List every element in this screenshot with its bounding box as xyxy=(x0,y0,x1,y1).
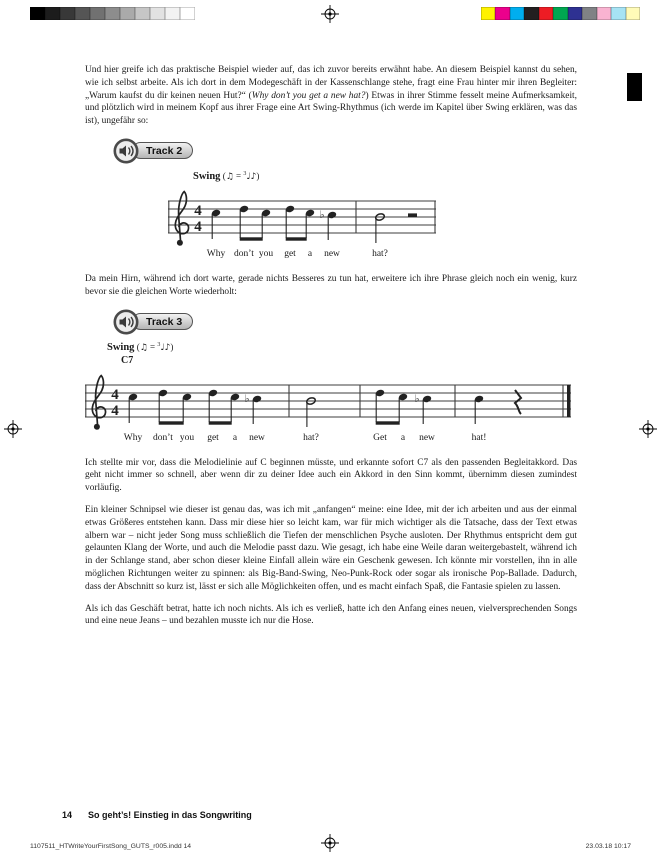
lyric-syllable: new xyxy=(419,432,435,443)
quarter-eighth-icon: ♩♪ xyxy=(246,171,257,182)
staff-lines xyxy=(85,385,571,417)
calibration-cell xyxy=(60,7,75,20)
triplet-number: 3 xyxy=(243,170,247,177)
calibration-cell xyxy=(582,7,597,20)
lyric-syllable: new xyxy=(324,248,340,259)
lyric-syllable: don’t xyxy=(234,248,254,259)
svg-text:♭: ♭ xyxy=(319,208,325,221)
half-rest xyxy=(408,213,417,217)
speaker-icon xyxy=(113,138,139,164)
treble-clef-icon xyxy=(92,375,105,429)
eighth-notes-icon: ♫ xyxy=(139,342,148,353)
eighth-notes-icon: ♫ xyxy=(225,171,234,182)
calibration-cell xyxy=(597,7,612,20)
chord-symbol: C7 xyxy=(121,354,134,366)
beamed-eighth-pair xyxy=(375,388,408,424)
time-signature xyxy=(111,387,119,419)
quarter-note xyxy=(128,392,138,422)
formula-equals: = xyxy=(147,341,158,352)
treble-clef-icon xyxy=(175,191,188,245)
lyric-syllable: hat? xyxy=(303,432,319,443)
music-staff-2 xyxy=(85,369,573,447)
beamed-eighth-pair xyxy=(239,205,271,241)
flat-accidental xyxy=(245,393,250,405)
svg-text:4: 4 xyxy=(111,402,119,419)
chapter-thumb-tab xyxy=(627,73,642,101)
lyric-syllable: Why xyxy=(123,432,143,443)
svg-text:4: 4 xyxy=(111,386,119,403)
lyrics-line xyxy=(207,249,388,259)
calibration-cell xyxy=(120,7,135,20)
formula-paren: ) xyxy=(170,341,174,352)
flat-accidental xyxy=(415,393,420,405)
calibration-cell xyxy=(90,7,105,20)
svg-text:♭: ♭ xyxy=(244,392,250,405)
lyric-syllable: hat! xyxy=(471,432,487,443)
quarter-note xyxy=(211,209,221,239)
staff-lines xyxy=(168,201,436,233)
music-example-1 xyxy=(85,168,577,263)
calibration-cell xyxy=(45,7,60,20)
calibration-cell xyxy=(568,7,583,20)
beamed-eighth-pair xyxy=(208,388,240,424)
calibration-cell xyxy=(626,7,641,20)
lyric-syllable: hat? xyxy=(372,248,388,259)
lyric-syllable: don’t xyxy=(153,432,173,443)
text-run: Und hier greife ich das praktische Beispiel wieder auf, das ich zuvor bereits erwähnt habe. An diesem Beispiel kannst du sehen, wie ich selbst arbeite. Als ich dort in dem Modegeschäft in der Kassenschlange stehe, fragt eine Frau hinter mir ihren Begleiter: „Warum kaufst du dir keinen neuen Hut?“ ( xyxy=(85,65,577,101)
audio-track-badge xyxy=(113,309,577,335)
music-staff-1 xyxy=(168,185,438,263)
paragraph: Als ich das Geschäft betrat, hatte ich noch nichts. Als ich es verließ, hatte ich den Anfang eines neuen, vielversprechenden Songs und eine neue Jeans – und bezahlen musste ich nur die Hose. xyxy=(85,603,577,627)
formula-paren: ( xyxy=(136,341,140,352)
audio-track-badge xyxy=(113,138,577,164)
slug-datetime: 23.03.18 10:17 xyxy=(585,843,631,850)
text-run: ) Etwas in ihrer Stimme fesselt meine Aufmerksamkeit, und plötzlich wird in meinem Kopf aus ihrer Frage eine Art Swing-Rhythmus (ich werde im Kapitel über Swing erklären, was das ist), ungefähr so: xyxy=(85,90,577,127)
quarter-rest xyxy=(515,390,521,414)
final-barline xyxy=(567,385,571,417)
calibration-cell xyxy=(150,7,165,20)
calibration-cell xyxy=(553,7,568,20)
formula-paren: ) xyxy=(256,170,260,181)
registration-mark xyxy=(4,420,22,438)
swing-word: Swing xyxy=(193,170,221,182)
svg-text:4: 4 xyxy=(194,202,202,219)
calibration-cell xyxy=(611,7,626,20)
calibration-cell xyxy=(539,7,554,20)
page-body xyxy=(85,64,577,637)
paragraph xyxy=(85,64,577,128)
calibration-cell xyxy=(495,7,510,20)
beamed-eighth-pair xyxy=(158,388,192,424)
prepress-slug-line xyxy=(30,843,631,850)
speaker-icon xyxy=(113,309,139,335)
quarter-eighth-icon: ♩♪ xyxy=(160,342,171,353)
lyric-syllable: a xyxy=(307,248,313,259)
flat-accidental xyxy=(320,209,325,221)
lyric-syllable: get xyxy=(207,432,219,443)
calibration-cell xyxy=(180,7,195,20)
lyric-syllable: you xyxy=(179,432,195,443)
paragraph: Da mein Hirn, während ich dort warte, gerade nichts Besseres zu tun hat, erweitere ich ihre Phrase gleich noch ein wenig, kurz bevor sie die gleichen Worte wiederholt: xyxy=(85,273,577,297)
calibration-cell xyxy=(135,7,150,20)
slug-filename: 1107511_HTWriteYourFirstSong_GUTS_r005.indd 14 xyxy=(30,843,192,850)
calibration-cell xyxy=(481,7,496,20)
running-footer xyxy=(62,810,252,820)
paragraph: Ich stellte mir vor, dass die Melodielinie auf C beginnen müsste, und erkannte sofort C7 als den passenden Begleitakkord. Das geht nicht immer so schnell, aber wenn dir zu deiner Idee auch ein Akkord in den Sinn kommt, übernimm diesen zumindest vorläufig. xyxy=(85,457,577,494)
calibration-cell xyxy=(75,7,90,20)
beamed-eighth-pair xyxy=(285,205,315,241)
track-label: Track 3 xyxy=(132,313,193,330)
lyric-syllable: new xyxy=(249,432,265,443)
lyric-syllable: a xyxy=(232,432,238,443)
svg-text:♭: ♭ xyxy=(414,392,420,405)
paragraph: Ein kleiner Schnipsel wie dieser ist genau das, was ich mit „anfangen“ meine: eine Idee, mit der ich arbeiten und aus der einmal etwas Größeres entstehen kann. Dass mir diese hier so leicht kam, war für mich wichtiger als die Tatsache, dass der Text etwas albern war – nicht jeder Song muss schließlich die Tiefen der menschlichen Psyche ausloten. Der Rhythmus entspricht dem gut gelaunten Klang der Worte, und auch die Melodie passt dazu. Wie gesagt, ich habe eine Weile daran weitergebastelt, während ich in der Schlange stand, aber schon dieser kleine Einfall allein wäre ein Geschenk gewesen. Ich könnte mir vorstellen, ihn in alle möglichen Richtungen weiter zu spinnen: als Big-Band-Swing, Neo-Punk-Rock oder sogar als ironische Pop-Ballade. Dadurch, dass der Abschnitt so kurz ist, lässt er sich alle Möglichkeiten offen, und es macht einfach Spaß, die Fantasie spielen zu lassen. xyxy=(85,504,577,592)
calibration-cell xyxy=(105,7,120,20)
calibration-cell xyxy=(165,7,180,20)
lyric-syllable: you xyxy=(258,248,274,259)
registration-mark xyxy=(321,5,339,23)
lyric-syllable: Why xyxy=(206,248,226,259)
music-example-2 xyxy=(85,339,577,447)
lyric-syllable: get xyxy=(284,248,296,259)
formula-paren: ( xyxy=(222,170,226,181)
tempo-marking xyxy=(193,168,577,183)
calibration-cell xyxy=(30,7,45,20)
lyrics-line xyxy=(124,433,487,443)
page-number: 14 xyxy=(62,810,73,820)
track-label: Track 2 xyxy=(132,142,193,159)
grayscale-calibration-bar xyxy=(30,7,195,20)
triplet-number: 3 xyxy=(157,341,161,348)
time-signature xyxy=(194,203,202,235)
lyric-syllable: a xyxy=(400,432,406,443)
book-title: So geht’s! Einstieg in das Songwriting xyxy=(88,810,252,820)
lyric-syllable: Get xyxy=(373,432,387,443)
swing-word: Swing xyxy=(107,341,135,353)
calibration-cell xyxy=(510,7,525,20)
registration-mark xyxy=(639,420,657,438)
tempo-marking xyxy=(107,339,577,354)
svg-text:4: 4 xyxy=(194,218,202,235)
color-calibration-bar xyxy=(481,7,641,20)
calibration-cell xyxy=(524,7,539,20)
formula-equals: = xyxy=(233,170,244,181)
text-run: Why don’t you get a new hat? xyxy=(251,90,366,101)
